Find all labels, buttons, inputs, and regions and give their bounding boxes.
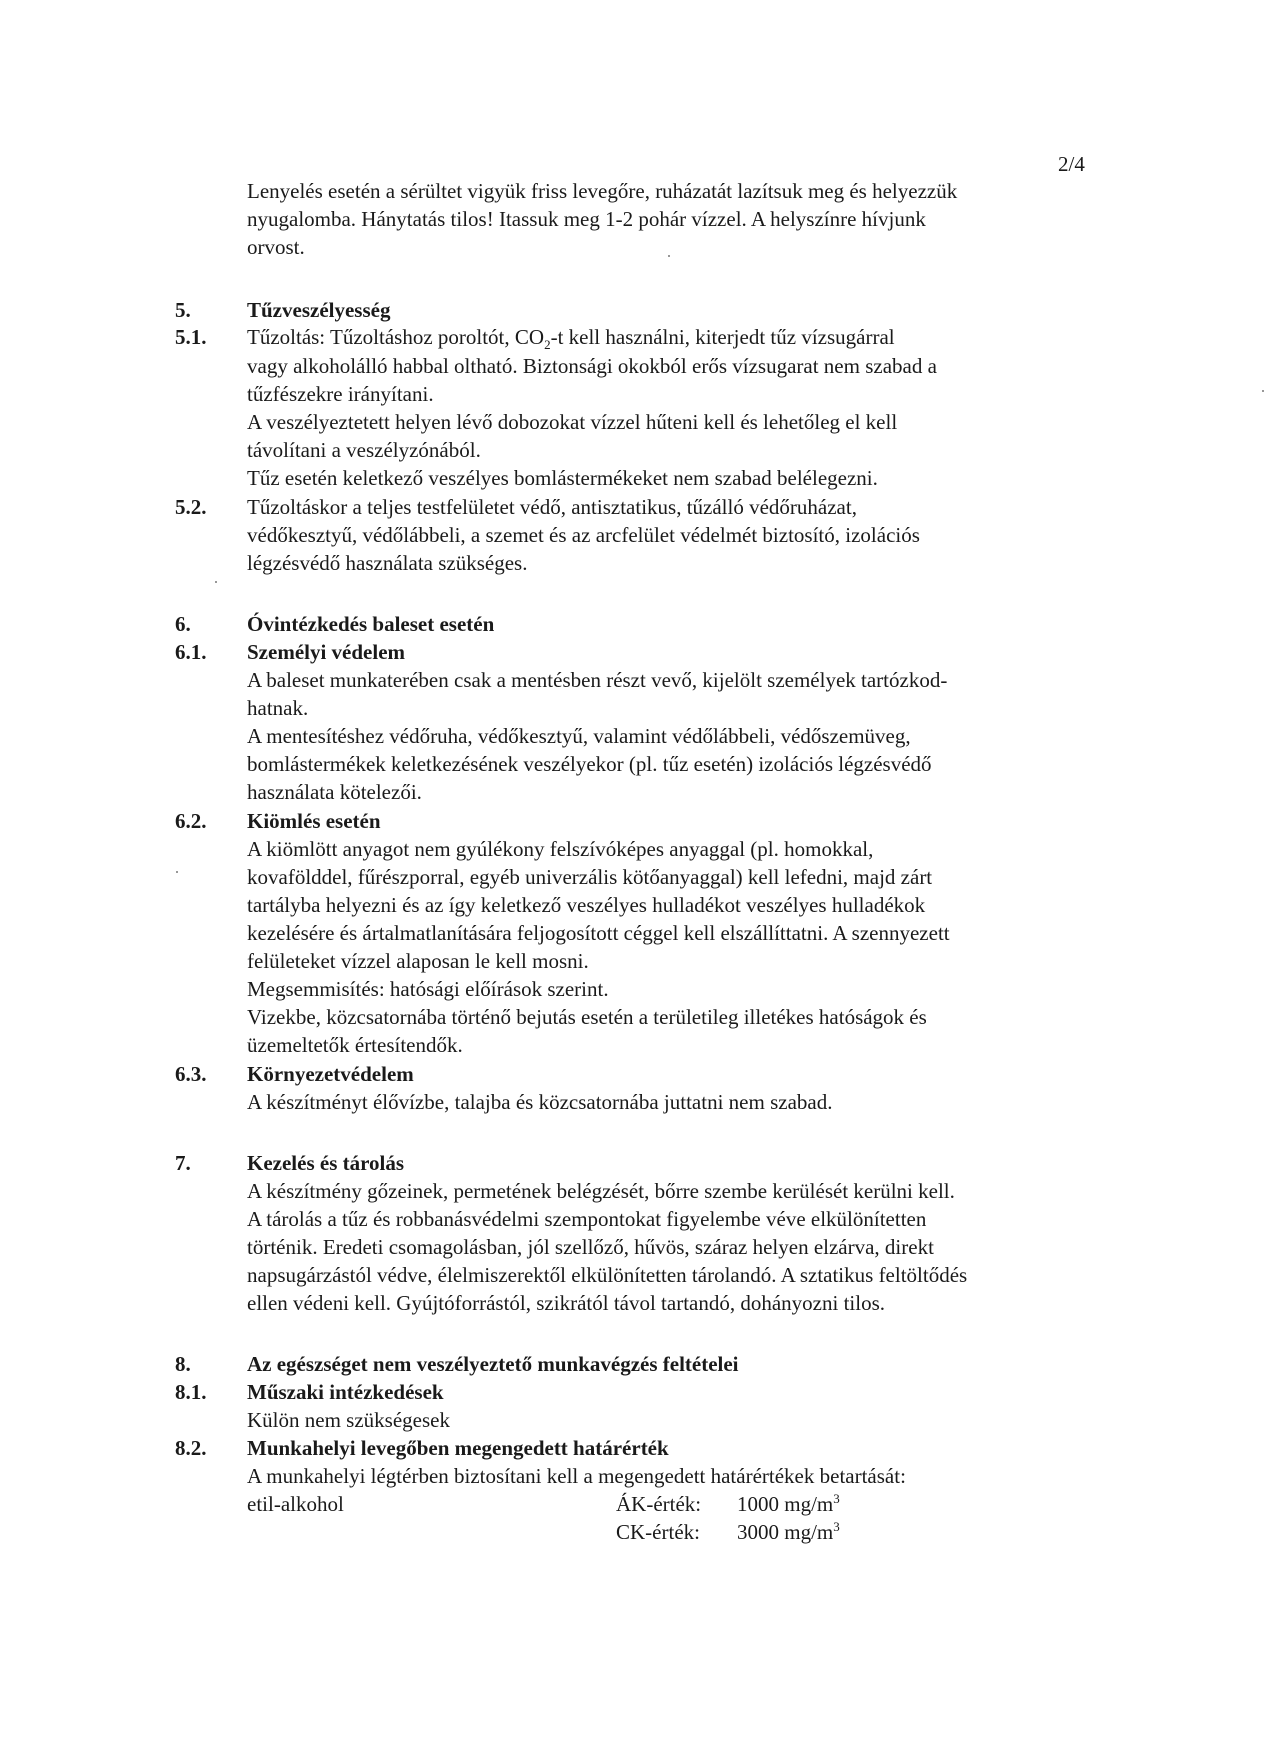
paragraph-line: tartályba helyezni és az így keletkező veszélyes hulladékot veszélyes hulladékok (247, 893, 926, 917)
limit-value (737, 1490, 840, 1518)
paragraph-line: Külön nem szükségesek (247, 1408, 450, 1432)
intro-line: Lenyelés esetén a sérültet vigyük friss levegőre, ruházatát lazítsuk meg és helyezzük (247, 179, 958, 203)
paragraph-line: felületeket vízzel alaposan le kell mosni. (247, 949, 589, 973)
subsection-number: 6.3. (175, 1062, 207, 1086)
paragraph-line: védőkesztyű, védőlábbeli, a szemet és az arcfelület védelmét biztosító, izolációs (247, 523, 920, 547)
limit-label: ÁK-érték: (616, 1492, 702, 1516)
limit-label: CK-érték: (616, 1520, 700, 1544)
text-span: -t kell használni, kiterjedt tűz vízsugárral (550, 325, 895, 349)
subsection-number: 8.1. (175, 1380, 207, 1404)
scan-speck (176, 871, 178, 873)
paragraph-line: A készítményt élővízbe, talajba és közcsatornába juttatni nem szabad. (247, 1090, 833, 1114)
paragraph-line: kezelésére és ártalmatlanítására feljogosított céggel kell elszállíttatni. A szennyezett (247, 921, 950, 945)
paragraph-line: A veszélyeztetett helyen lévő dobozokat vízzel hűteni kell és lehetőleg el kell (247, 410, 898, 434)
scan-speck (668, 255, 670, 257)
section-heading: Tűzveszélyesség (247, 298, 391, 322)
subsection-number: 6.1. (175, 640, 207, 664)
paragraph-line: ellen védeni kell. Gyújtóforrástól, szikrától távol tartandó, dohányozni tilos. (247, 1291, 886, 1315)
section-heading: Az egészséget nem veszélyeztető munkavégzés feltételei (247, 1352, 739, 1376)
paragraph-line: használata kötelezői. (247, 780, 422, 804)
paragraph-line: kovafölddel, fűrészporral, egyéb univerzális kötőanyaggal) kell lefedni, majd zárt (247, 865, 933, 889)
section-number: 7. (175, 1151, 191, 1175)
section-number: 5. (175, 298, 191, 322)
subscript: 2 (544, 337, 551, 353)
paragraph-line: bomlástermékek keletkezésének veszélyekor (pl. tűz esetén) izolációs légzésvédő (247, 752, 932, 776)
paragraph-line: A baleset munkaterében csak a mentésben részt vevő, kijelölt személyek tartózkod- (247, 668, 948, 692)
paragraph-line: hatnak. (247, 696, 309, 720)
value-text: 3000 mg/m (737, 1520, 834, 1544)
subsection-number: 6.2. (175, 809, 207, 833)
section-heading: Kezelés és tárolás (247, 1151, 405, 1175)
scan-speck (215, 581, 217, 583)
scan-speck (1262, 390, 1264, 392)
subsection-heading: Műszaki intézkedések (247, 1380, 444, 1404)
text-span: Tűzoltás: Tűzoltáshoz poroltót, CO (247, 325, 545, 349)
unit-superscript: 3 (833, 1491, 840, 1506)
unit-superscript: 3 (833, 1519, 840, 1534)
paragraph-line: légzésvédő használata szükséges. (247, 551, 528, 575)
paragraph-line: üzemeltetők értesítendők. (247, 1033, 463, 1057)
subsection-heading: Személyi védelem (247, 640, 406, 664)
paragraph-line: A mentesítéshez védőruha, védőkesztyű, valamint védőlábbeli, védőszemüveg, (247, 724, 911, 748)
paragraph-line: A tárolás a tűz és robbanásvédelmi szempontokat figyelembe véve elkülönítetten (247, 1207, 927, 1231)
page-number: 2/4 (1058, 152, 1085, 176)
subsection-number: 5.2. (175, 495, 207, 519)
paragraph-line: A készítmény gőzeinek, permetének belégzését, bőrre szembe kerülését kerülni kell. (247, 1179, 955, 1203)
paragraph-line (247, 323, 895, 351)
paragraph-line: A munkahelyi légtérben biztosítani kell a megengedett határértékek betartását: (247, 1464, 906, 1488)
subsection-heading: Kiömlés esetén (247, 809, 381, 833)
paragraph-line: A kiömlött anyagot nem gyúlékony felszívóképes anyaggal (pl. homokkal, (247, 837, 874, 861)
subsection-heading: Munkahelyi levegőben megengedett határérték (247, 1436, 669, 1460)
substance-name: etil-alkohol (247, 1492, 344, 1516)
section-heading: Óvintézkedés baleset esetén (247, 612, 495, 636)
intro-line: orvost. (247, 235, 305, 259)
paragraph-line: Tűz esetén keletkező veszélyes bomlástermékeket nem szabad belélegezni. (247, 466, 878, 490)
limit-value (737, 1518, 840, 1546)
paragraph-line: Vizekbe, közcsatornába történő bejutás esetén a területileg illetékes hatóságok és (247, 1005, 927, 1029)
paragraph-line: vagy alkoholálló habbal oltható. Biztonsági okokból erős vízsugarat nem szabad a (247, 354, 937, 378)
section-number: 8. (175, 1352, 191, 1376)
intro-line: nyugalomba. Hánytatás tilos! Itassuk meg 1-2 pohár vízzel. A helyszínre hívjunk (247, 207, 926, 231)
subsection-number: 8.2. (175, 1436, 207, 1460)
subsection-heading: Környezetvédelem (247, 1062, 414, 1086)
paragraph-line: tűzfészekre irányítani. (247, 382, 434, 406)
section-number: 6. (175, 612, 191, 636)
paragraph-line: napsugárzástól védve, élelmiszerektől elkülönítetten tárolandó. A sztatikus feltöltődés (247, 1263, 968, 1287)
value-text: 1000 mg/m (737, 1492, 834, 1516)
paragraph-line: távolítani a veszélyzónából. (247, 438, 481, 462)
paragraph-line: Megsemmisítés: hatósági előírások szerint. (247, 977, 609, 1001)
paragraph-line: Tűzoltáskor a teljes testfelületet védő, antisztatikus, tűzálló védőruházat, (247, 495, 857, 519)
paragraph-line: történik. Eredeti csomagolásban, jól szellőző, hűvös, száraz helyen elzárva, direkt (247, 1235, 934, 1259)
subsection-number: 5.1. (175, 325, 207, 349)
